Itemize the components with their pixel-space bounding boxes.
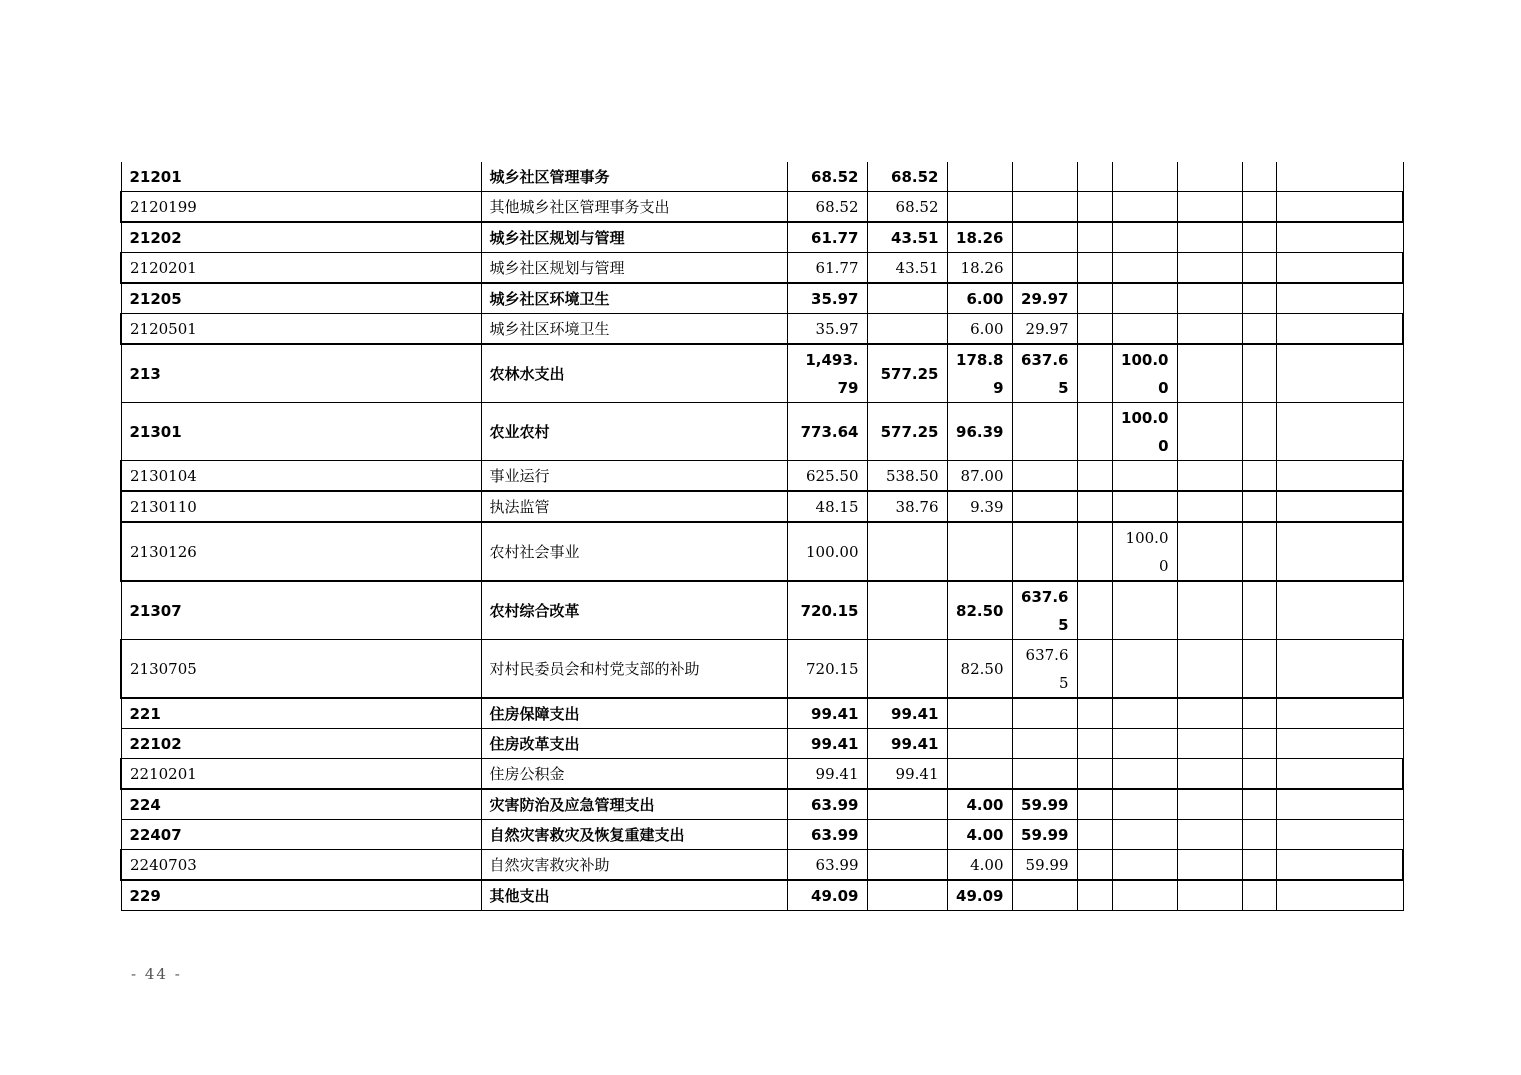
cell-value: [1276, 344, 1403, 403]
cell-value: [1177, 253, 1242, 284]
cell-value: 4.00: [947, 820, 1012, 850]
cell-value: 35.97: [787, 314, 867, 345]
cell-value: 68.52: [787, 162, 867, 192]
cell-value: [867, 640, 947, 699]
cell-value: 82.50: [947, 581, 1012, 640]
cell-code: 22407: [121, 820, 481, 850]
cell-name: 城乡社区规划与管理: [481, 222, 787, 253]
cell-value: 29.97: [1012, 314, 1077, 345]
cell-code: 2130705: [121, 640, 481, 699]
cell-value: [1112, 461, 1177, 492]
cell-value: 35.97: [787, 283, 867, 314]
table-row: [121, 253, 1403, 284]
cell-value: 625.50: [787, 461, 867, 492]
cell-value: 63.99: [787, 820, 867, 850]
cell-value: 63.99: [787, 789, 867, 820]
cell-value: [867, 522, 947, 581]
cell-value: 100.00: [1112, 522, 1177, 581]
cell-value: [1242, 491, 1276, 522]
cell-code: 221: [121, 698, 481, 729]
cell-value: 577.25: [867, 344, 947, 403]
cell-value: [1177, 850, 1242, 881]
cell-value: [1077, 729, 1112, 759]
cell-value: [867, 314, 947, 345]
cell-value: [1276, 581, 1403, 640]
cell-value: 720.15: [787, 581, 867, 640]
cell-value: 6.00: [947, 314, 1012, 345]
cell-value: 59.99: [1012, 820, 1077, 850]
table-row: [121, 314, 1403, 345]
cell-value: [867, 820, 947, 850]
cell-value: 61.77: [787, 253, 867, 284]
cell-value: [1077, 581, 1112, 640]
cell-value: [1242, 403, 1276, 461]
cell-value: 100.00: [1112, 344, 1177, 403]
cell-name: 执法监管: [481, 491, 787, 522]
table-row: [121, 880, 1403, 911]
cell-value: [1276, 192, 1403, 223]
cell-value: [1242, 850, 1276, 881]
cell-code: 22102: [121, 729, 481, 759]
cell-value: [947, 698, 1012, 729]
cell-code: 2120201: [121, 253, 481, 284]
cell-value: 1,493.79: [787, 344, 867, 403]
table-row: [121, 640, 1403, 699]
table-row: [121, 729, 1403, 759]
table-row: [121, 491, 1403, 522]
cell-name: 自然灾害救灾及恢复重建支出: [481, 820, 787, 850]
cell-value: [1177, 729, 1242, 759]
cell-value: [1012, 222, 1077, 253]
table-row: [121, 698, 1403, 729]
cell-value: 48.15: [787, 491, 867, 522]
cell-value: [1242, 283, 1276, 314]
cell-value: 18.26: [947, 253, 1012, 284]
table-row: [121, 461, 1403, 492]
cell-value: [1012, 491, 1077, 522]
cell-value: [1177, 491, 1242, 522]
cell-value: [1242, 192, 1276, 223]
cell-value: [1177, 789, 1242, 820]
cell-value: 577.25: [867, 403, 947, 461]
cell-code: 224: [121, 789, 481, 820]
cell-value: 82.50: [947, 640, 1012, 699]
cell-value: [1177, 461, 1242, 492]
table-row: [121, 403, 1403, 461]
cell-value: [1077, 222, 1112, 253]
cell-value: [947, 192, 1012, 223]
cell-name: 住房保障支出: [481, 698, 787, 729]
cell-value: [1276, 403, 1403, 461]
cell-name: 其他城乡社区管理事务支出: [481, 192, 787, 223]
cell-name: 农业农村: [481, 403, 787, 461]
cell-code: 2120199: [121, 192, 481, 223]
cell-value: [1242, 314, 1276, 345]
cell-name: 其他支出: [481, 880, 787, 911]
cell-value: [1012, 759, 1077, 790]
cell-value: 637.65: [1012, 581, 1077, 640]
cell-value: [1077, 192, 1112, 223]
cell-code: 2130126: [121, 522, 481, 581]
cell-value: [1077, 403, 1112, 461]
budget-table: [120, 162, 1404, 911]
cell-value: [1177, 759, 1242, 790]
table-row: [121, 222, 1403, 253]
cell-value: [1242, 698, 1276, 729]
cell-value: 59.99: [1012, 850, 1077, 881]
cell-value: 99.41: [867, 698, 947, 729]
cell-value: [1077, 640, 1112, 699]
cell-value: [1077, 162, 1112, 192]
cell-code: 2120501: [121, 314, 481, 345]
cell-value: [947, 759, 1012, 790]
table-row: [121, 820, 1403, 850]
cell-value: [1177, 880, 1242, 911]
cell-value: 720.15: [787, 640, 867, 699]
cell-value: [1112, 283, 1177, 314]
cell-value: [1177, 222, 1242, 253]
cell-value: [1012, 729, 1077, 759]
cell-value: [1276, 820, 1403, 850]
cell-value: [1177, 820, 1242, 850]
cell-value: [1276, 640, 1403, 699]
page-number: - 44 -: [131, 965, 182, 983]
cell-value: [867, 880, 947, 911]
cell-value: 100.00: [787, 522, 867, 581]
cell-value: [1242, 640, 1276, 699]
cell-value: [947, 729, 1012, 759]
cell-value: [1276, 314, 1403, 345]
table-body: [121, 162, 1403, 911]
cell-value: 87.00: [947, 461, 1012, 492]
cell-value: [1177, 344, 1242, 403]
cell-name: 农林水支出: [481, 344, 787, 403]
cell-value: [1077, 491, 1112, 522]
cell-value: [1112, 192, 1177, 223]
table-row: [121, 344, 1403, 403]
cell-value: 99.41: [787, 759, 867, 790]
cell-value: [1242, 880, 1276, 911]
cell-value: [1012, 522, 1077, 581]
cell-value: 68.52: [787, 192, 867, 223]
cell-value: [1077, 522, 1112, 581]
cell-value: [1112, 253, 1177, 284]
cell-value: [1177, 698, 1242, 729]
cell-value: [1077, 461, 1112, 492]
table-row: [121, 850, 1403, 881]
cell-value: [1077, 253, 1112, 284]
table-row: [121, 162, 1403, 192]
cell-code: 2210201: [121, 759, 481, 790]
cell-value: [1112, 640, 1177, 699]
cell-name: 事业运行: [481, 461, 787, 492]
cell-name: 城乡社区环境卫生: [481, 314, 787, 345]
table-row: [121, 759, 1403, 790]
cell-value: [1077, 344, 1112, 403]
cell-value: [1177, 581, 1242, 640]
cell-value: [867, 581, 947, 640]
cell-value: [1112, 820, 1177, 850]
cell-code: 2240703: [121, 850, 481, 881]
cell-value: [1012, 253, 1077, 284]
cell-value: [1276, 789, 1403, 820]
cell-value: [1112, 759, 1177, 790]
table-row: [121, 283, 1403, 314]
cell-value: [1077, 759, 1112, 790]
cell-value: [1276, 880, 1403, 911]
cell-value: [1177, 162, 1242, 192]
table-row: [121, 789, 1403, 820]
cell-value: [1112, 222, 1177, 253]
cell-code: 2130104: [121, 461, 481, 492]
cell-value: [1112, 491, 1177, 522]
cell-value: [1177, 283, 1242, 314]
cell-value: [1276, 491, 1403, 522]
cell-value: [1242, 461, 1276, 492]
cell-value: [1177, 403, 1242, 461]
cell-code: 21202: [121, 222, 481, 253]
cell-value: [1112, 698, 1177, 729]
cell-value: [1242, 344, 1276, 403]
cell-value: 538.50: [867, 461, 947, 492]
cell-value: [1177, 640, 1242, 699]
cell-value: [1242, 253, 1276, 284]
cell-name: 灾害防治及应急管理支出: [481, 789, 787, 820]
cell-value: 38.76: [867, 491, 947, 522]
cell-value: 99.41: [867, 729, 947, 759]
cell-value: 43.51: [867, 253, 947, 284]
cell-value: [1276, 162, 1403, 192]
cell-value: [1276, 222, 1403, 253]
table-row: [121, 581, 1403, 640]
cell-value: [1242, 820, 1276, 850]
cell-value: [1242, 759, 1276, 790]
cell-value: [1276, 461, 1403, 492]
cell-value: 9.39: [947, 491, 1012, 522]
cell-code: 21307: [121, 581, 481, 640]
cell-value: [1242, 581, 1276, 640]
cell-value: 637.65: [1012, 344, 1077, 403]
cell-value: 49.09: [787, 880, 867, 911]
cell-value: [1177, 192, 1242, 223]
cell-value: [1012, 162, 1077, 192]
cell-value: [1242, 729, 1276, 759]
cell-value: 99.41: [867, 759, 947, 790]
cell-code: 213: [121, 344, 481, 403]
cell-value: [1242, 789, 1276, 820]
cell-value: 49.09: [947, 880, 1012, 911]
cell-value: [1077, 283, 1112, 314]
cell-value: [1112, 850, 1177, 881]
cell-value: [1276, 698, 1403, 729]
cell-code: 2130110: [121, 491, 481, 522]
table-row: [121, 192, 1403, 223]
cell-value: [867, 850, 947, 881]
cell-value: 99.41: [787, 729, 867, 759]
cell-value: [1276, 759, 1403, 790]
cell-value: [1077, 698, 1112, 729]
cell-value: 773.64: [787, 403, 867, 461]
cell-value: [1276, 283, 1403, 314]
cell-value: [1012, 698, 1077, 729]
cell-value: 637.65: [1012, 640, 1077, 699]
cell-value: [1112, 314, 1177, 345]
cell-value: [1276, 729, 1403, 759]
cell-name: 城乡社区管理事务: [481, 162, 787, 192]
cell-value: [1112, 162, 1177, 192]
cell-code: 21205: [121, 283, 481, 314]
cell-value: [1177, 314, 1242, 345]
cell-value: 68.52: [867, 192, 947, 223]
cell-value: 43.51: [867, 222, 947, 253]
cell-value: [1242, 522, 1276, 581]
cell-value: [1077, 314, 1112, 345]
cell-name: 住房公积金: [481, 759, 787, 790]
cell-value: [1276, 850, 1403, 881]
cell-value: [1112, 581, 1177, 640]
cell-value: [947, 522, 1012, 581]
cell-value: 29.97: [1012, 283, 1077, 314]
cell-value: [1112, 880, 1177, 911]
cell-name: 农村社会事业: [481, 522, 787, 581]
cell-value: 61.77: [787, 222, 867, 253]
cell-value: 99.41: [787, 698, 867, 729]
cell-value: 96.39: [947, 403, 1012, 461]
cell-value: [1112, 789, 1177, 820]
cell-value: [1242, 162, 1276, 192]
cell-name: 农村综合改革: [481, 581, 787, 640]
cell-name: 自然灾害救灾补助: [481, 850, 787, 881]
cell-value: 4.00: [947, 850, 1012, 881]
cell-value: [1077, 789, 1112, 820]
cell-value: [1077, 820, 1112, 850]
cell-value: [1112, 729, 1177, 759]
cell-value: [1012, 192, 1077, 223]
cell-value: [1077, 880, 1112, 911]
cell-value: [1242, 222, 1276, 253]
cell-name: 城乡社区规划与管理: [481, 253, 787, 284]
cell-value: [1177, 522, 1242, 581]
cell-value: 68.52: [867, 162, 947, 192]
cell-value: [1012, 403, 1077, 461]
cell-value: [1012, 880, 1077, 911]
cell-name: 对村民委员会和村党支部的补助: [481, 640, 787, 699]
cell-value: 18.26: [947, 222, 1012, 253]
cell-code: 21301: [121, 403, 481, 461]
cell-code: 21201: [121, 162, 481, 192]
cell-value: [1077, 850, 1112, 881]
table-row: [121, 522, 1403, 581]
cell-name: 城乡社区环境卫生: [481, 283, 787, 314]
cell-value: 59.99: [1012, 789, 1077, 820]
cell-value: [867, 283, 947, 314]
cell-value: [1276, 522, 1403, 581]
cell-value: 63.99: [787, 850, 867, 881]
cell-name: 住房改革支出: [481, 729, 787, 759]
cell-value: 178.89: [947, 344, 1012, 403]
cell-value: 6.00: [947, 283, 1012, 314]
cell-value: 4.00: [947, 789, 1012, 820]
cell-code: 229: [121, 880, 481, 911]
cell-value: [1276, 253, 1403, 284]
cell-value: 100.00: [1112, 403, 1177, 461]
cell-value: [1012, 461, 1077, 492]
cell-value: [947, 162, 1012, 192]
cell-value: [867, 789, 947, 820]
